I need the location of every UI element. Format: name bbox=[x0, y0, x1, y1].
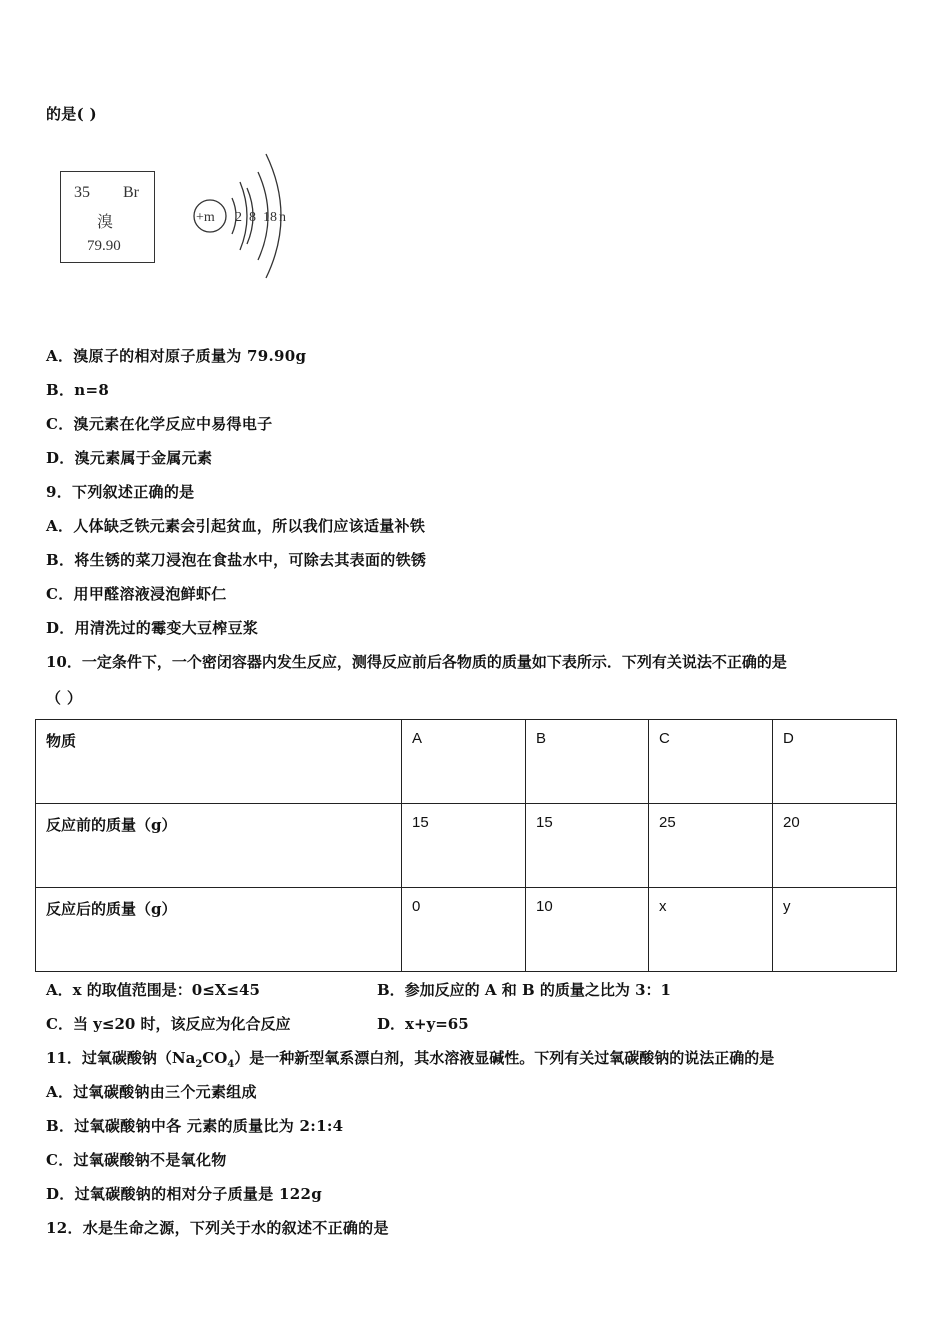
table-cell: 15 bbox=[526, 804, 649, 888]
q8-option-d: D．溴元素属于金属元素 bbox=[46, 449, 213, 467]
q11-stem-part: 11．过氧碳酸钠（Na bbox=[46, 1049, 196, 1067]
mass-table bbox=[35, 719, 897, 972]
q11-stem bbox=[46, 1047, 774, 1070]
table-row bbox=[36, 804, 897, 888]
table-cell: 20 bbox=[773, 804, 897, 888]
element-name: 溴 bbox=[97, 214, 114, 231]
atom-structure-diagram bbox=[190, 140, 300, 290]
q10-option-c: C．当 y≤20 时，该反应为化合反应 bbox=[46, 1015, 291, 1033]
q9-option-b: B．将生锈的菜刀浸泡在食盐水中，可除去其表面的铁锈 bbox=[46, 551, 427, 569]
q8-option-a: A．溴原子的相对原子质量为 79.90g bbox=[46, 347, 307, 365]
table-row bbox=[36, 888, 897, 972]
table-header-cell: B bbox=[526, 720, 649, 804]
table-cell: 25 bbox=[649, 804, 773, 888]
q11-option-d: D．过氧碳酸钠的相对分子质量是 122g bbox=[46, 1185, 323, 1203]
table-cell: 反应后的质量（g） bbox=[36, 888, 402, 972]
table-cell: y bbox=[773, 888, 897, 972]
q8-option-b: B．n=8 bbox=[46, 381, 110, 399]
atomic-mass: 79.90 bbox=[87, 238, 121, 254]
table-header-cell: D bbox=[773, 720, 897, 804]
q9-stem: 9．下列叙述正确的是 bbox=[46, 483, 195, 501]
shell-electrons-2: 8 bbox=[249, 210, 256, 225]
q11-stem-part: ）是一种新型氧系漂白剂，其水溶液显碱性。下列有关过氧碳酸钠的说法正确的是 bbox=[234, 1049, 775, 1067]
q10-option-b: B．参加反应的 A 和 B 的质量之比为 3：1 bbox=[377, 981, 671, 999]
table-cell: x bbox=[649, 888, 773, 972]
q11-subscript: 2 bbox=[195, 1059, 203, 1070]
question-stem-tail: 的是( ) bbox=[46, 105, 97, 123]
table-cell: 15 bbox=[402, 804, 526, 888]
shell-electrons-3: 18 bbox=[263, 210, 277, 225]
element-symbol: Br bbox=[123, 184, 139, 201]
table-cell: 10 bbox=[526, 888, 649, 972]
q11-option-c: C．过氧碳酸钠不是氧化物 bbox=[46, 1151, 227, 1169]
table-header-row bbox=[36, 720, 897, 804]
table-header-cell: C bbox=[649, 720, 773, 804]
shell-electrons-1: 2 bbox=[235, 210, 242, 225]
q10-option-d: D．x+y=65 bbox=[377, 1015, 469, 1033]
table-cell: 反应前的质量（g） bbox=[36, 804, 402, 888]
table-header-cell: A bbox=[402, 720, 526, 804]
table-header-cell: 物质 bbox=[36, 720, 402, 804]
q12-stem: 12．水是生命之源，下列关于水的叙述不正确的是 bbox=[46, 1219, 389, 1237]
q10-stem-tail: （ ） bbox=[46, 689, 83, 707]
q10-option-a: A．x 的取值范围是：0≤X≤45 bbox=[46, 981, 260, 999]
q11-option-b: B．过氧碳酸钠中各 元素的质量比为 2:1:4 bbox=[46, 1117, 344, 1135]
element-card-bromine bbox=[60, 171, 155, 263]
q10-stem: 10．一定条件下，一个密闭容器内发生反应，测得反应前后各物质的质量如下表所示．下列有关说法不正确的是 bbox=[46, 653, 787, 671]
q9-option-a: A．人体缺乏铁元素会引起贫血，所以我们应该适量补铁 bbox=[46, 517, 426, 535]
table-cell: 0 bbox=[402, 888, 526, 972]
q9-option-c: C．用甲醛溶液浸泡鲜虾仁 bbox=[46, 585, 227, 603]
q11-subscript: 4 bbox=[227, 1059, 235, 1070]
nucleus-charge: +m bbox=[196, 210, 215, 225]
atomic-number: 35 bbox=[74, 184, 90, 201]
q11-stem-part: CO bbox=[202, 1049, 228, 1067]
q9-option-d: D．用清洗过的霉变大豆榨豆浆 bbox=[46, 619, 259, 637]
q8-option-c: C．溴元素在化学反应中易得电子 bbox=[46, 415, 273, 433]
q11-option-a: A．过氧碳酸钠由三个元素组成 bbox=[46, 1083, 257, 1101]
shell-electrons-4: n bbox=[279, 210, 286, 225]
